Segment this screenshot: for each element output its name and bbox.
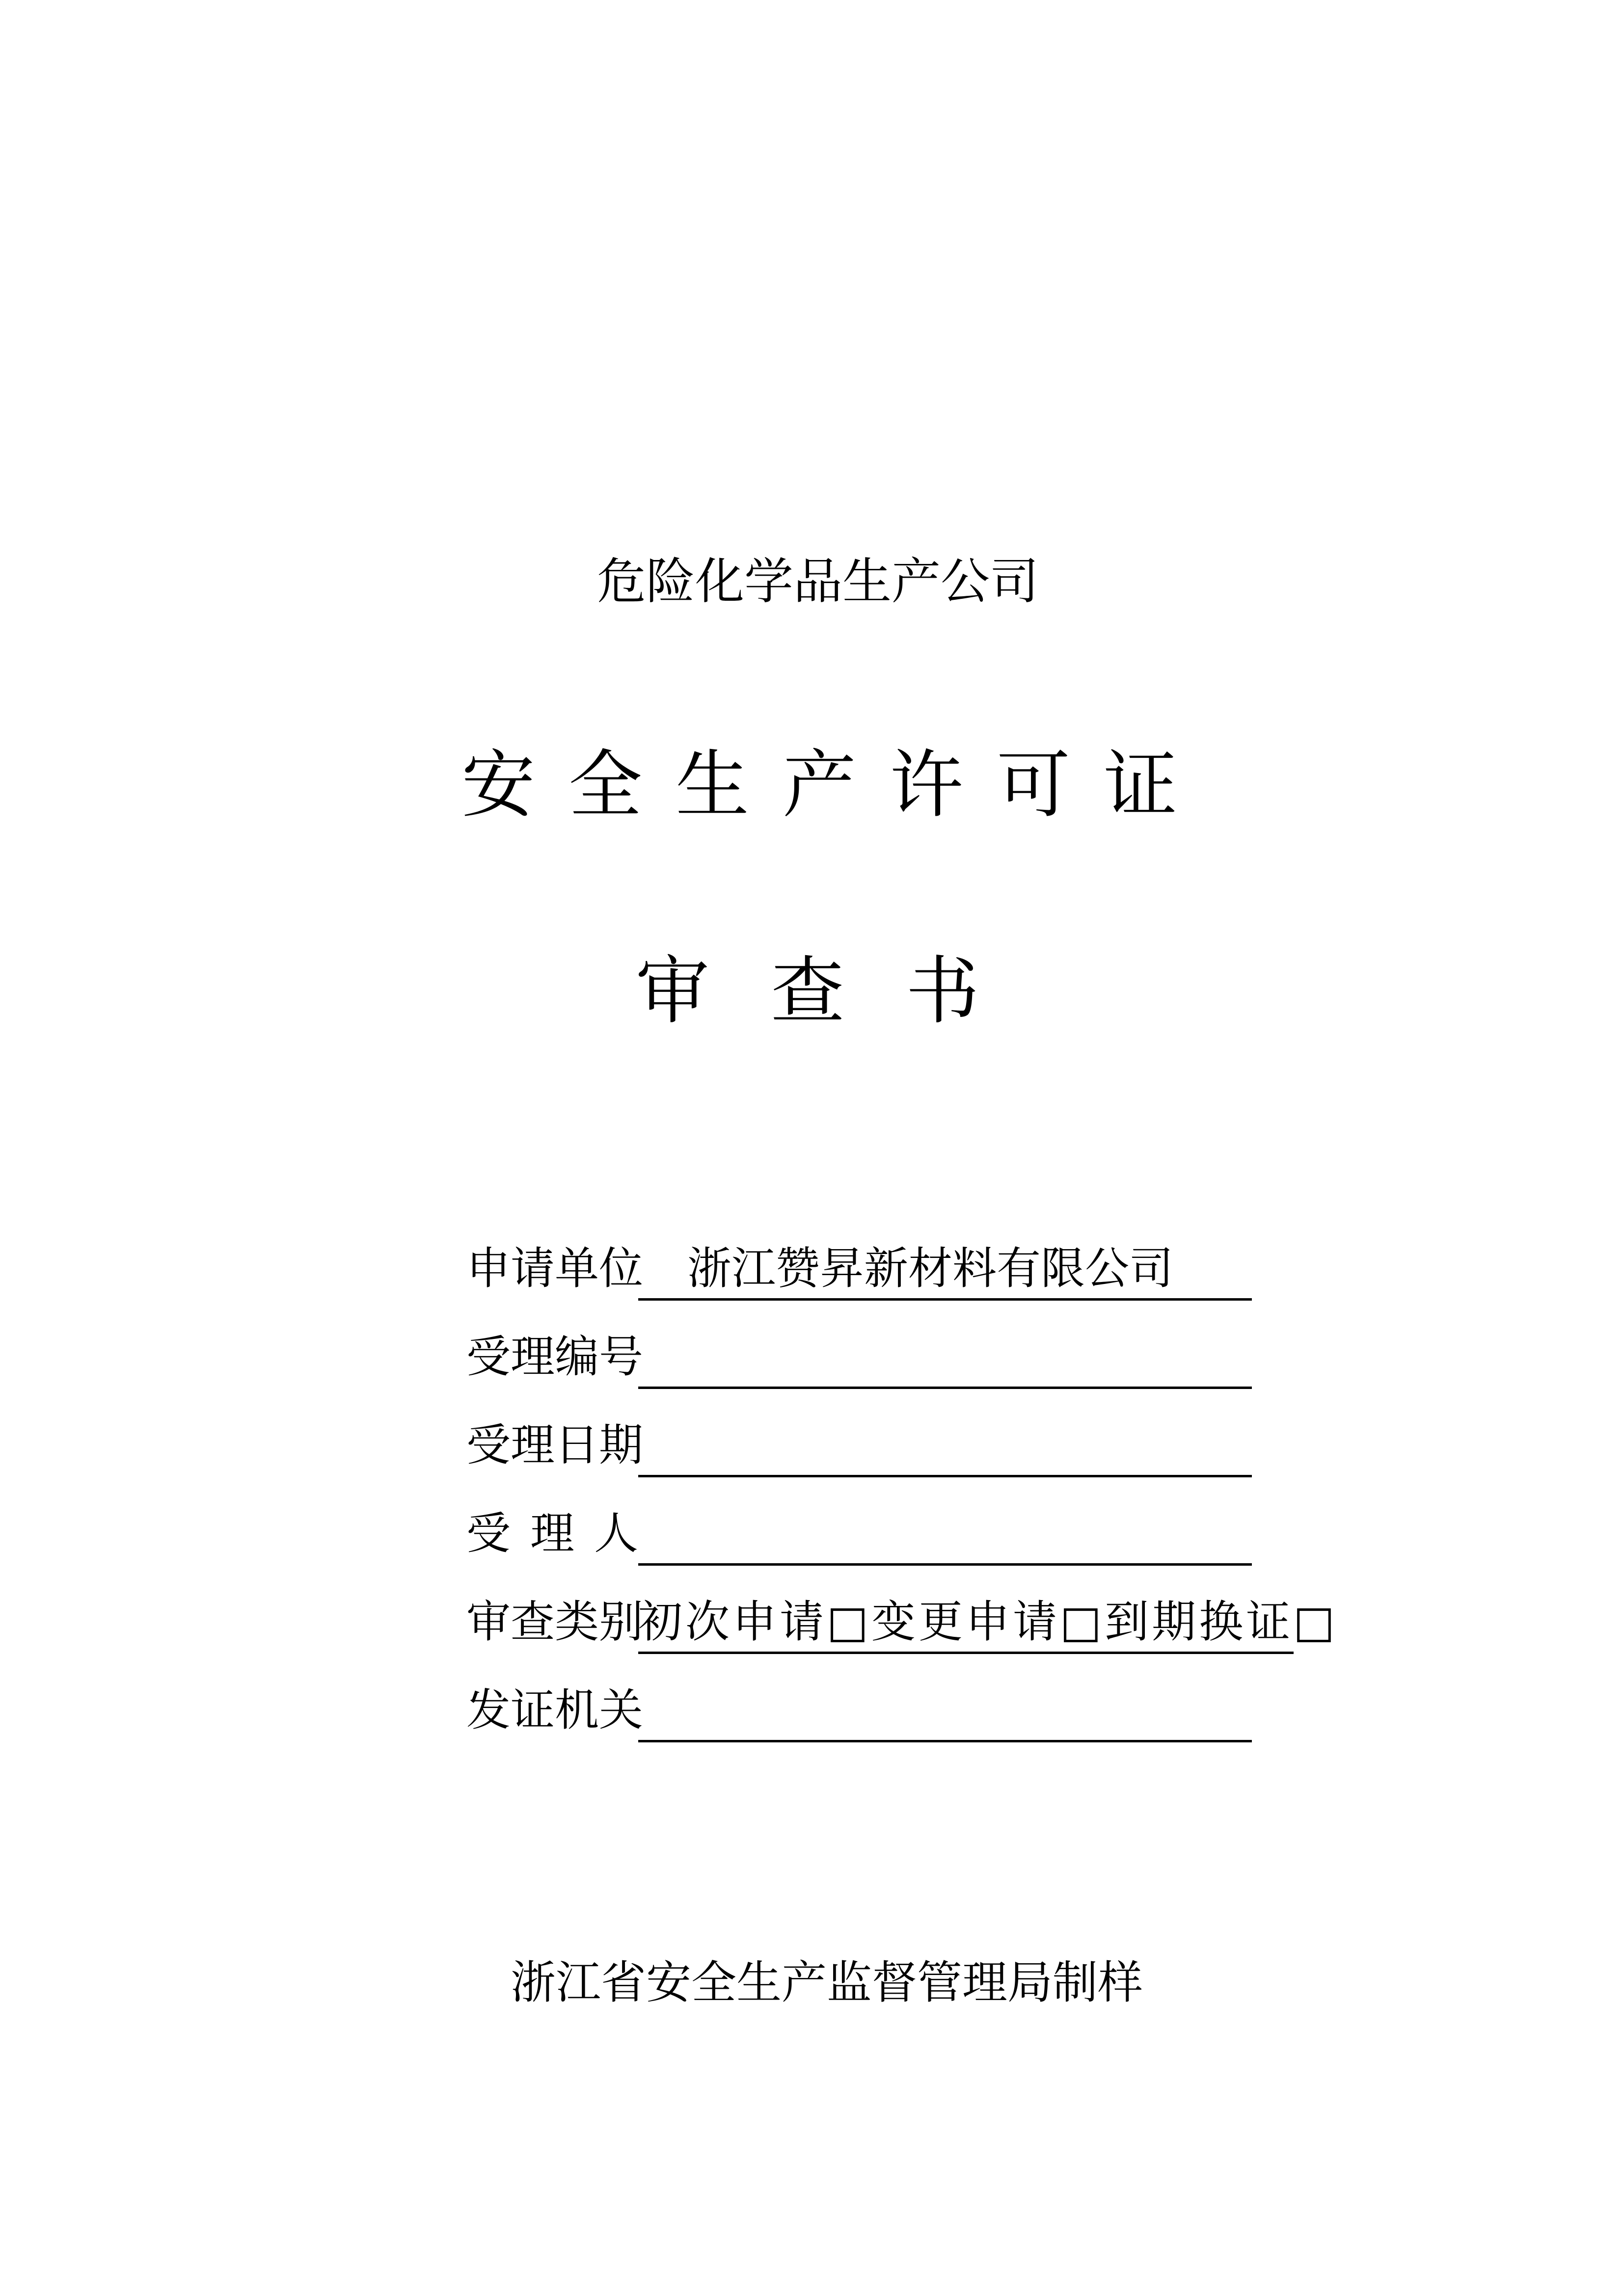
accept-number-label: 受 理 编 号 — [466, 1331, 643, 1383]
applicant-label: 申 请 单 位 — [466, 1243, 643, 1294]
issuer-line — [638, 1679, 1252, 1742]
document-subtitle: 危险化学品生产公司 — [597, 553, 1039, 610]
accept-date-label: 受 理 日 期 — [466, 1419, 643, 1471]
review-type-options: 初次申请□变更申请□到期换证□ — [638, 1596, 1338, 1648]
review-type-label: 审 查 类 别 — [466, 1596, 643, 1648]
acceptor-label: 受 理 人 — [466, 1508, 638, 1559]
acceptor-line — [638, 1502, 1252, 1566]
document-footer: 浙江省安全生产监督管理局制样 — [511, 1956, 1143, 2009]
review-type-line — [638, 1590, 1338, 1654]
applicant-value: 浙江赞昇新材料有限公司 — [687, 1243, 1173, 1294]
issuer-label: 发 证 机 关 — [466, 1684, 643, 1736]
document-title: 安全生产许可证 — [461, 743, 1211, 828]
document-heading: 审查书 — [636, 949, 1041, 1034]
applicant-line — [638, 1237, 1252, 1301]
accept-date-line — [638, 1414, 1252, 1477]
accept-number-line — [638, 1325, 1252, 1389]
